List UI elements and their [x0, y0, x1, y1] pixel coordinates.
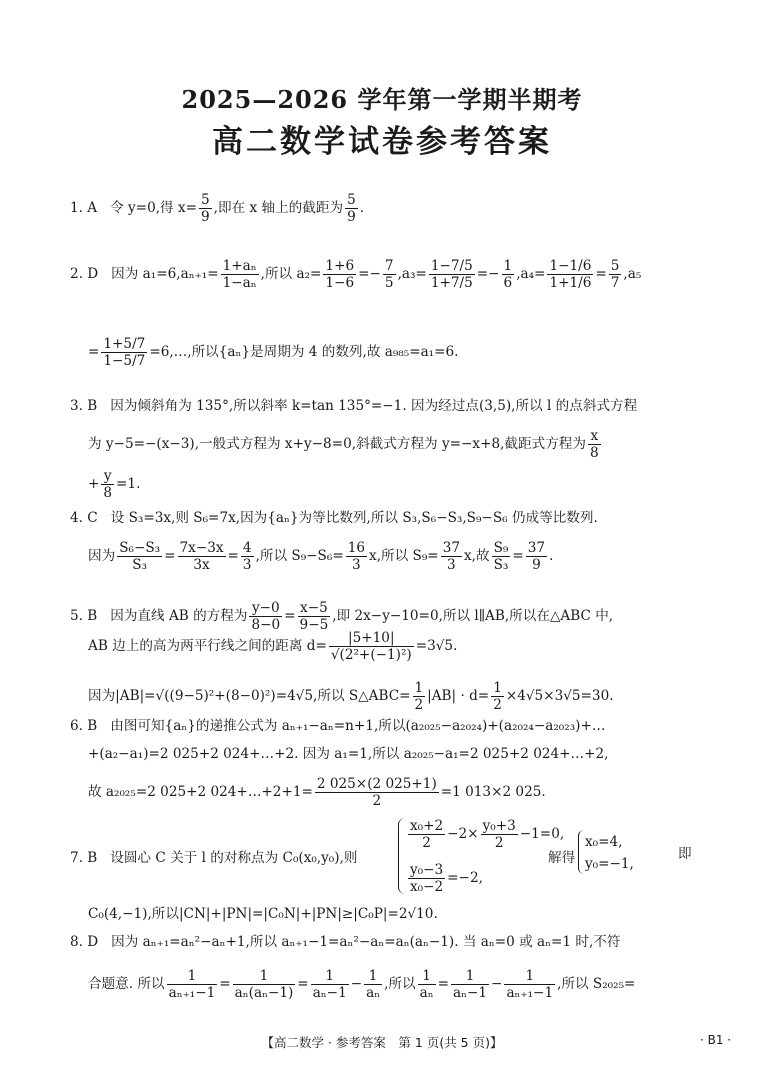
- answer-8-cont: [88, 968, 635, 1001]
- denominator: 8: [103, 485, 113, 501]
- text: ,a₃=: [397, 266, 427, 282]
- fraction: [345, 192, 358, 225]
- denominator: 2: [414, 697, 424, 713]
- numerator: 1−7/5: [430, 258, 473, 274]
- fraction: [491, 680, 504, 713]
- fraction: [429, 258, 475, 291]
- text: ,即在 x 轴上的截距为: [213, 200, 344, 216]
- numerator: 1: [167, 968, 218, 985]
- text: =: [88, 344, 100, 360]
- denominator: 8: [590, 445, 599, 461]
- text: =1.: [116, 476, 141, 492]
- text: −: [491, 976, 503, 992]
- numerator: S₉: [493, 540, 509, 556]
- numerator: |5+10|: [329, 630, 414, 647]
- answer-5-cont: [88, 630, 457, 663]
- answer-label: 3. B: [70, 398, 98, 414]
- text: 因为倾斜角为 135°,所以斜率 k=tan 135°=−1. 因为经过点(3,5),所以 l 的点斜式方程: [110, 398, 638, 414]
- text: =: [595, 266, 607, 282]
- fraction: [221, 258, 259, 291]
- fraction: [408, 862, 445, 895]
- text: |AB| · d=: [427, 688, 490, 704]
- denominator: x₀−2: [410, 879, 444, 895]
- system-brace: [398, 818, 405, 894]
- denominator: aₙ−1: [453, 985, 488, 1001]
- text: ,所以 a₂=: [260, 266, 322, 282]
- text: ,a₄=: [516, 266, 546, 282]
- numerator: 1: [451, 968, 489, 985]
- then-text: 即: [678, 846, 692, 862]
- denominator: aₙ: [419, 985, 434, 1001]
- fraction: [526, 540, 547, 573]
- text: =1 013×2 025.: [440, 784, 546, 800]
- numerator: 1: [503, 258, 513, 274]
- answer-3-cont2: [88, 468, 140, 501]
- numerator: 5: [610, 258, 620, 274]
- denominator: 6: [503, 275, 513, 291]
- denominator: 2: [493, 697, 502, 713]
- numerator: y−0: [249, 600, 282, 617]
- page-footer: 【高二数学 · 参考答案 第 1 页(共 5 页)】: [261, 1035, 503, 1050]
- fraction: [481, 818, 518, 851]
- numerator: y: [101, 468, 114, 485]
- denominator: 9: [201, 209, 210, 225]
- text: =: [284, 608, 296, 624]
- text: .: [549, 548, 554, 564]
- text: −2×: [447, 826, 479, 842]
- numerator: 1+5/7: [103, 336, 146, 352]
- answer-label: 5. B: [70, 608, 98, 624]
- solution-line-1: x₀=4,: [585, 834, 623, 850]
- answer-8: [70, 932, 620, 952]
- answer-6-cont2: [88, 776, 546, 809]
- numerator: 5: [201, 192, 210, 208]
- fraction: [323, 258, 356, 291]
- numerator: 1: [414, 680, 424, 696]
- denominator: aₙ₊₁−1: [506, 985, 554, 1001]
- denominator: S₃: [132, 557, 148, 573]
- denominator: aₙ−1: [312, 985, 347, 1001]
- denominator: aₙ: [366, 985, 381, 1001]
- numerator: 1: [364, 968, 382, 985]
- page-title: 高二数学试卷参考答案: [212, 124, 552, 160]
- numerator: x: [588, 428, 601, 445]
- numerator: 37: [527, 540, 546, 556]
- text: 令 y=0,得 x=: [110, 200, 198, 216]
- fraction: [329, 630, 414, 663]
- text: =: [219, 976, 231, 992]
- fraction: [364, 968, 382, 1001]
- denominator: 1−6: [325, 275, 355, 291]
- denominator: 3: [352, 557, 361, 573]
- text: x,故: [464, 548, 490, 564]
- denominator: 3: [242, 557, 252, 573]
- answer-2-cont: [88, 336, 459, 369]
- numerator: 5: [347, 192, 356, 208]
- text: 故 a₂₀₂₅=2 025+2 024+…+2+1=: [88, 784, 313, 800]
- denominator: aₙ₊₁−1: [168, 985, 216, 1001]
- text: 因为|AB|=√((9−5)²+(8−0)²)=4√5,所以 S△ABC=: [88, 688, 411, 704]
- text: +: [88, 476, 100, 492]
- fraction: [101, 336, 147, 369]
- fraction: [233, 968, 296, 1001]
- text: 由图可知{aₙ}的递推公式为 aₙ₊₁−aₙ=n+1,所以(a₂₀₂₅−a₂₀₂₄)+(a₂₀₂₄−a₂₀₂₃)+…: [110, 718, 606, 734]
- text: AB 边上的高为两平行线之间的距离 d=: [88, 638, 327, 654]
- numerator: 16: [347, 540, 366, 556]
- denominator: 2: [372, 793, 382, 809]
- text: C₀(4,−1),所以|CN|+|PN|=|C₀N|+|PN|≥|C₀P|=2√10.: [88, 906, 438, 922]
- solution-line-2: y₀=−1,: [585, 856, 634, 872]
- numerator: 4: [242, 540, 252, 556]
- fraction: [588, 428, 601, 461]
- numerator: y₀−3: [410, 862, 444, 878]
- text: ,所以 S₉−S₆=: [255, 548, 344, 564]
- text: 因为直线 AB 的方程为: [110, 608, 248, 624]
- denominator: 2: [422, 835, 431, 851]
- text: .: [359, 200, 365, 216]
- denominator: 1+1/6: [549, 275, 592, 291]
- answer-4-cont: [88, 540, 553, 573]
- fraction: [178, 540, 226, 573]
- text: 设 S₃=3x,则 S₆=7x,因为{aₙ}为等比数列,所以 S₃,S₆−S₃,S₉−S₆ 仍成等比数列.: [110, 510, 598, 526]
- fraction: [249, 600, 282, 633]
- denominator: 2: [494, 835, 504, 851]
- numerator: 2 025×(2 025+1): [316, 776, 437, 792]
- text: =: [297, 976, 309, 992]
- numerator: x₀+2: [410, 818, 444, 834]
- numerator: 7x−3x: [179, 540, 224, 556]
- text: x,所以 S₉=: [369, 548, 439, 564]
- numerator: 1: [493, 680, 502, 696]
- text: 合题意. 所以: [88, 976, 165, 992]
- denominator: 8−0: [251, 617, 281, 633]
- numerator: x−5: [298, 600, 331, 617]
- answer-4: [70, 508, 598, 528]
- numerator: y₀+3: [482, 818, 516, 834]
- denominator: 9−5: [299, 617, 329, 633]
- numerator: S₆−S₃: [119, 540, 161, 556]
- fraction: [383, 258, 396, 291]
- numerator: 7: [384, 258, 394, 274]
- text: =−: [358, 266, 381, 282]
- fraction: [413, 680, 426, 713]
- answer-label: 4. C: [70, 510, 98, 526]
- system-equation-2: [406, 862, 483, 895]
- answer-6: [70, 716, 605, 736]
- solution-brace: [578, 830, 584, 874]
- numerator: 1+6: [325, 258, 355, 274]
- denominator: aₙ(aₙ−1): [234, 985, 294, 1001]
- answer-label: 8. D: [70, 934, 99, 950]
- term-heading: 2025—2026 学年第一学期半期考: [181, 85, 583, 114]
- answer-7-cont: [88, 904, 438, 924]
- fraction: [408, 818, 445, 851]
- fraction: [346, 540, 367, 573]
- solve-text: 解得: [548, 850, 576, 866]
- denominator: 3x: [193, 557, 210, 573]
- text: =−: [476, 266, 500, 282]
- answer-5-cont2: [88, 680, 614, 713]
- fraction: [298, 600, 331, 633]
- fraction: [167, 968, 218, 1001]
- denominator: 5: [384, 275, 394, 291]
- text: ,即 2x−y−10=0,所以 l∥AB,所以在△ABC 中,: [332, 608, 614, 624]
- text: 为 y−5=−(x−3),一般式方程为 x+y−8=0,斜截式方程为 y=−x+8,截距式方程为: [88, 436, 586, 452]
- text: =3√5.: [415, 638, 458, 654]
- numerator: 37: [442, 540, 460, 556]
- denominator: S₃: [493, 557, 509, 573]
- fraction: [311, 968, 349, 1001]
- text: ,所以 S₂₀₂₅=: [557, 976, 636, 992]
- fraction: [117, 540, 162, 573]
- text: ,a₅: [623, 266, 642, 282]
- fraction: [547, 258, 593, 291]
- fraction: [451, 968, 489, 1001]
- answer-6-cont: [88, 744, 609, 764]
- denominator: √(2²+(−1)²): [330, 647, 412, 663]
- denominator: 3: [447, 557, 456, 573]
- text: 因为 aₙ₊₁=aₙ²−aₙ+1,所以 aₙ₊₁−1=aₙ²−aₙ=aₙ(aₙ−1). 当 aₙ=0 或 aₙ=1 时,不符: [111, 934, 621, 950]
- answer-label: 1. A: [70, 200, 98, 216]
- answer-label: 6. B: [70, 718, 98, 734]
- answer-1: [70, 192, 364, 225]
- fraction: [241, 540, 254, 573]
- text: −: [350, 976, 363, 992]
- denominator: 1−5/7: [103, 353, 146, 369]
- text: =−2,: [447, 870, 483, 886]
- text: 因为 a₁=6,aₙ₊₁=: [111, 266, 219, 282]
- answer-3: [70, 396, 637, 416]
- answer-label: 2. D: [70, 266, 99, 282]
- numerator: 1: [504, 968, 555, 985]
- text: 因为: [88, 548, 116, 564]
- numerator: 1−1/6: [549, 258, 592, 274]
- answer-label: 7. B: [70, 850, 98, 866]
- denominator: 1+7/5: [430, 275, 473, 291]
- answer-3-cont: [88, 428, 603, 461]
- numerator: 1: [418, 968, 436, 985]
- fraction: [609, 258, 622, 291]
- text: 设圆心 C 关于 l 的对称点为 C₀(x₀,y₀),则: [110, 850, 358, 866]
- fraction: [199, 192, 212, 225]
- text: =: [227, 548, 239, 564]
- fraction: [441, 540, 462, 573]
- fraction: [418, 968, 436, 1001]
- text: =6,…,所以{aₙ}是周期为 4 的数列,故 a₉₈₅=a₁=6.: [149, 344, 459, 360]
- page-code: · B1 ·: [700, 1033, 732, 1047]
- text: +(a₂−a₁)=2 025+2 024+…+2. 因为 a₁=1,所以 a₂₀₂₅−a₁=2 025+2 024+…+2,: [88, 746, 609, 762]
- system-equation-1: [406, 818, 564, 851]
- answer-5: [70, 600, 613, 633]
- denominator: 1−aₙ: [222, 275, 257, 291]
- text: −1=0,: [519, 826, 565, 842]
- text: =: [512, 548, 524, 564]
- denominator: 7: [610, 275, 620, 291]
- fraction: [101, 468, 114, 501]
- fraction: [492, 540, 511, 573]
- fraction: [315, 776, 439, 809]
- answer-7: [70, 848, 357, 868]
- fraction: [502, 258, 515, 291]
- text: =: [164, 548, 176, 564]
- denominator: 9: [347, 209, 356, 225]
- text: ×4√5×3√5=30.: [505, 688, 614, 704]
- text: =: [437, 976, 450, 992]
- answer-2: [70, 258, 641, 291]
- denominator: 9: [532, 557, 541, 573]
- text: ,所以: [384, 976, 416, 992]
- numerator: 1+aₙ: [222, 258, 257, 274]
- numerator: 1: [311, 968, 349, 985]
- fraction: [504, 968, 555, 1001]
- numerator: 1: [233, 968, 296, 985]
